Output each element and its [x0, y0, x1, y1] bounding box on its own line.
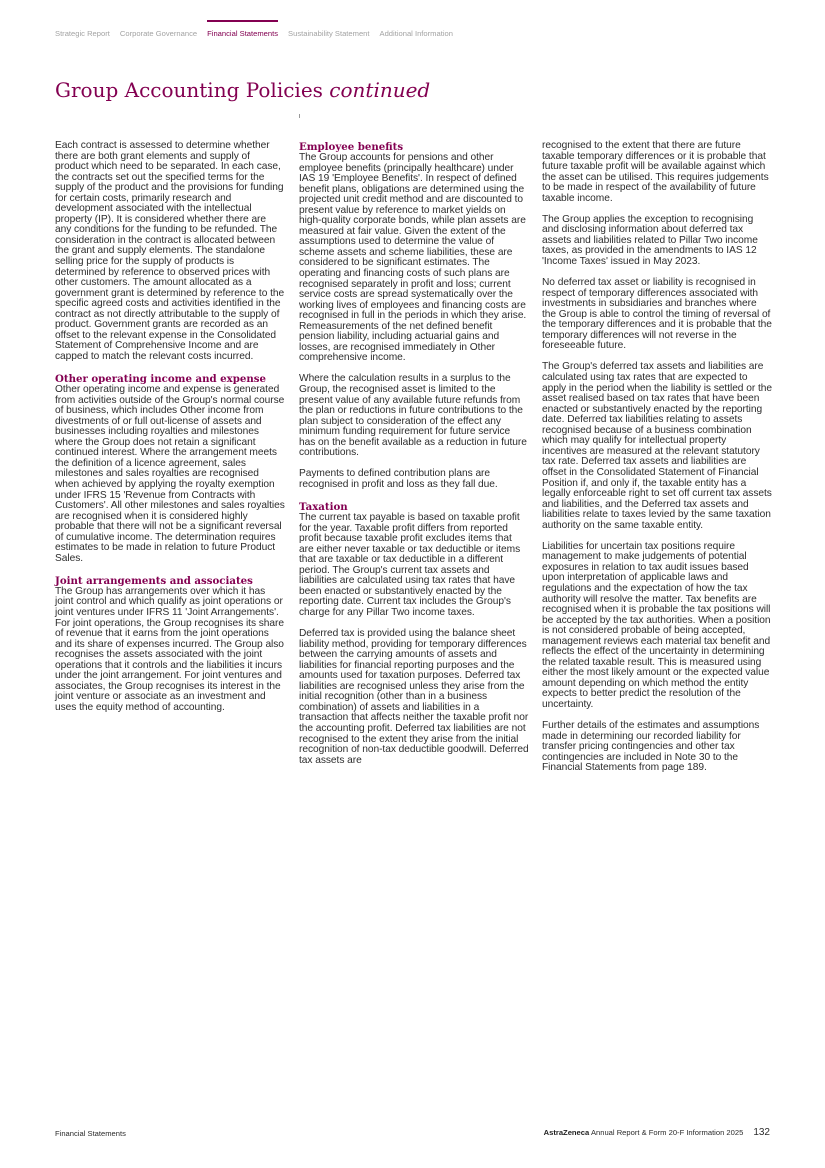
grant-contracts-paragraph: Each contract is assessed to determine whether there are both grant elements and supply of product which need to be separated. In each case, the contracts set out the specified terms for the supply of the product and the provisions for funding for certain costs, primarily research and development associated with the intellectual property (IP). It is considered whether there are any conditions for the funding to be refunded. The consideration in the contract is allocated between the grant and supply elements. The standalone selling price for the supply of products is determined by reference to observed prices with other customers. The amount allocated as a government grant is determined by reference to the specific agreed costs and activities identified in the contract as not directly attributable to the supply of product. Government grants are recorded as an offset to the relevant expense in the Consolidated Statement of Comprehensive Income and are capped to match the relevant costs incurred.	[55, 140, 285, 362]
employee-benefits-paragraph-3: Payments to defined contribution plans are recognised in profit and loss as they fall due.	[299, 468, 498, 490]
joint-arrangements-paragraph: The Group has arrangements over which it has joint control and which qualify as joint operations or joint ventures under IFRS 11 'Joint Arrangements'. For joint operations, the Group recognises its share of revenue that it earns from the joint operations and its share of expenses incurred. The Group also recognises the assets associated with the joint operations that it controls and the liabilities it incurs under the joint arrangement. For joint ventures and associates, the Group recognises its interest in the joint venture or associate as an investment and uses the equity method of accounting.	[55, 585, 285, 713]
employee-benefits-paragraph-2: Where the calculation results in a surplus to the Group, the recognised asset is limited to the present value of any available future refunds from the plan or reductions in future contributions to the plan subject to consideration of the effect any minimum funding requirement for future service has on the benefit available as a reduction in future contributions.	[299, 373, 527, 459]
column-right	[542, 141, 772, 784]
employee-benefits-paragraph-1: The Group accounts for pensions and other employee benefits (principally healthcare) under IAS 19 'Employee Benefits'. In respect of defined benefit plans, obligations are determined using the projected unit credit method and are discounted to present value by reference to market yields on high-quality corporate bonds, while plan assets are measured at fair value. Given the extent of the assumptions used to determine the value of scheme assets and scheme liabilities, these are considered to be significant estimates. The operating and financing costs of such plans are recognised separately in profit and loss; current service costs are spread systematically over the working lives of employees and financing costs are recognised in full in the periods in which they arise. Remeasurements of the net defined benefit pension liability, including actuarial gains and losses, are recognised immediately in Other comprehensive income.	[299, 152, 527, 364]
footer-report-title	[544, 1128, 744, 1137]
tab-strategic-report[interactable]: Strategic Report	[55, 29, 110, 38]
deferred-tax-paragraph-1: recognised to the extent that there are future taxable temporary differences or it is probable that future taxable profit will be available against which the asset can be utilised. This requires judgements to be made in respect of the availability of future taxable income.	[542, 140, 769, 204]
heading-taxation: Taxation	[299, 501, 348, 514]
page-title-main: Group Accounting Policies	[55, 78, 323, 102]
further-details-paragraph: Further details of the estimates and assumptions made in determining our recorded liability for transfer pricing contingencies and other tax contingencies are included in Note 30 to the Financial Statements from page 189.	[542, 720, 760, 774]
page-title-suffix: continued	[329, 78, 431, 102]
top-navigation	[55, 20, 453, 38]
tab-sustainability-statement[interactable]: Sustainability Statement	[288, 29, 370, 38]
tab-additional-information[interactable]: Additional Information	[379, 29, 453, 38]
column-left	[55, 141, 285, 724]
tab-financial-statements[interactable]: Financial Statements	[207, 20, 278, 38]
heading-other-operating-income: Other operating income and expense	[55, 373, 266, 386]
heading-employee-benefits: Employee benefits	[299, 141, 404, 153]
column-middle	[299, 141, 529, 777]
footer-report-name: Annual Report & Form 20-F Information 2025	[590, 1128, 744, 1137]
pillar-two-paragraph: The Group applies the exception to recognising and disclosing information about deferred tax assets and liabilities related to Pillar Two income taxes, as provided in the amendments to IAS 12 'Income Taxes' issued in May 2023.	[542, 213, 758, 268]
taxation-paragraph-2: Deferred tax is provided using the balance sheet liability method, providing for temporary differences between the carrying amounts of assets and liabilities for financial reporting purposes and the amounts used for taxation purposes. Deferred tax liabilities are recognised unless they arise from the initial recognition (other than in a business combination) of assets and liabilities in a transaction that affects neither the taxable profit nor the accounting profit. Deferred tax liabilities are not recognised to the extent they arise from the initial recognition of non-tax deductible goodwill. Deferred tax assets are	[299, 628, 529, 766]
other-operating-income-paragraph: Other operating income and expense is generated from activities outside of the Group's normal course of business, which includes Other income from divestments of or full out-license of assets and businesses including royalties and milestones where the Group does not retain a significant continued interest. Where the arrangement meets the definition of a licence agreement, sales milestones and sales royalties are recognised when achieved by applying the royalty exemption under IFRS 15 'Revenue from Contracts with Customers'. All other milestones and sales royalties are recognised when it is considered highly probable that there will not be a significant reversal of cumulative income. The determination requires estimates to be made in relation to future Product Sales.	[55, 384, 285, 564]
deferred-tax-rates-paragraph: The Group's deferred tax assets and liabilities are calculated using tax rates that are expected to apply in the period when the liability is settled or the asset realised based on tax rates that have been enacted or substantively enacted by the reporting date. Deferred tax liabilities relating to assets recognised because of a business combination which may qualify for intellectual property incentives are measured at the relevant statutory tax rate. Deferred tax assets and liabilities are offset in the Consolidated Statement of Financial Position if, and only if, the taxable entity has a legally enforceable right to set off current tax assets and liabilities, and the Deferred tax assets and liabilities relate to taxes levied by the same taxation authority on the same taxable entity.	[542, 361, 772, 531]
tab-corporate-governance[interactable]: Corporate Governance	[119, 29, 198, 38]
page-title	[55, 78, 430, 102]
title-tick-mark	[299, 114, 300, 118]
subsidiaries-paragraph: No deferred tax asset or liability is recognised in respect of temporary differences associated with investments in subsidiaries and branches where the Group is able to control the timing of reversal of the temporary differences and it is probable that the temporary differences will not reverse in the foreseeable future.	[542, 277, 772, 352]
footer-brand: AstraZeneca	[543, 1128, 590, 1137]
footer-report-info	[544, 1127, 770, 1138]
taxation-paragraph-1: The current tax payable is based on taxable profit for the year. Taxable profit differs from reported profit because taxable profit excludes items that are either never taxable or tax deductible or items that are taxable or tax deductible in a different period. The Group's current tax assets and liabilities are calculated using tax rates that have been enacted or substantively enacted by the reporting date. Current tax includes the Group's charge for any Pillar Two income taxes.	[299, 512, 521, 618]
page-number: 132	[753, 1127, 770, 1138]
uncertain-tax-paragraph: Liabilities for uncertain tax positions require management to make judgements of potential exposures in relation to tax audit issues based upon interpretation of applicable laws and regulations and the expectation of how the tax authority will resolve the matter. Tax benefits are recognised when it is probable the tax positions will be accepted by the tax authorities. When a position is not considered probable of being accepted, management reviews each material tax benefit and reflects the effect of the uncertainty in determining the related taxable result. This is measured using either the most likely amount or the expected value amount depending on which method the entity expects to better predict the resolution of the uncertainty.	[542, 540, 771, 710]
heading-joint-arrangements: Joint arrangements and associates	[55, 574, 253, 587]
footer-section-label: Financial Statements	[55, 1129, 126, 1138]
